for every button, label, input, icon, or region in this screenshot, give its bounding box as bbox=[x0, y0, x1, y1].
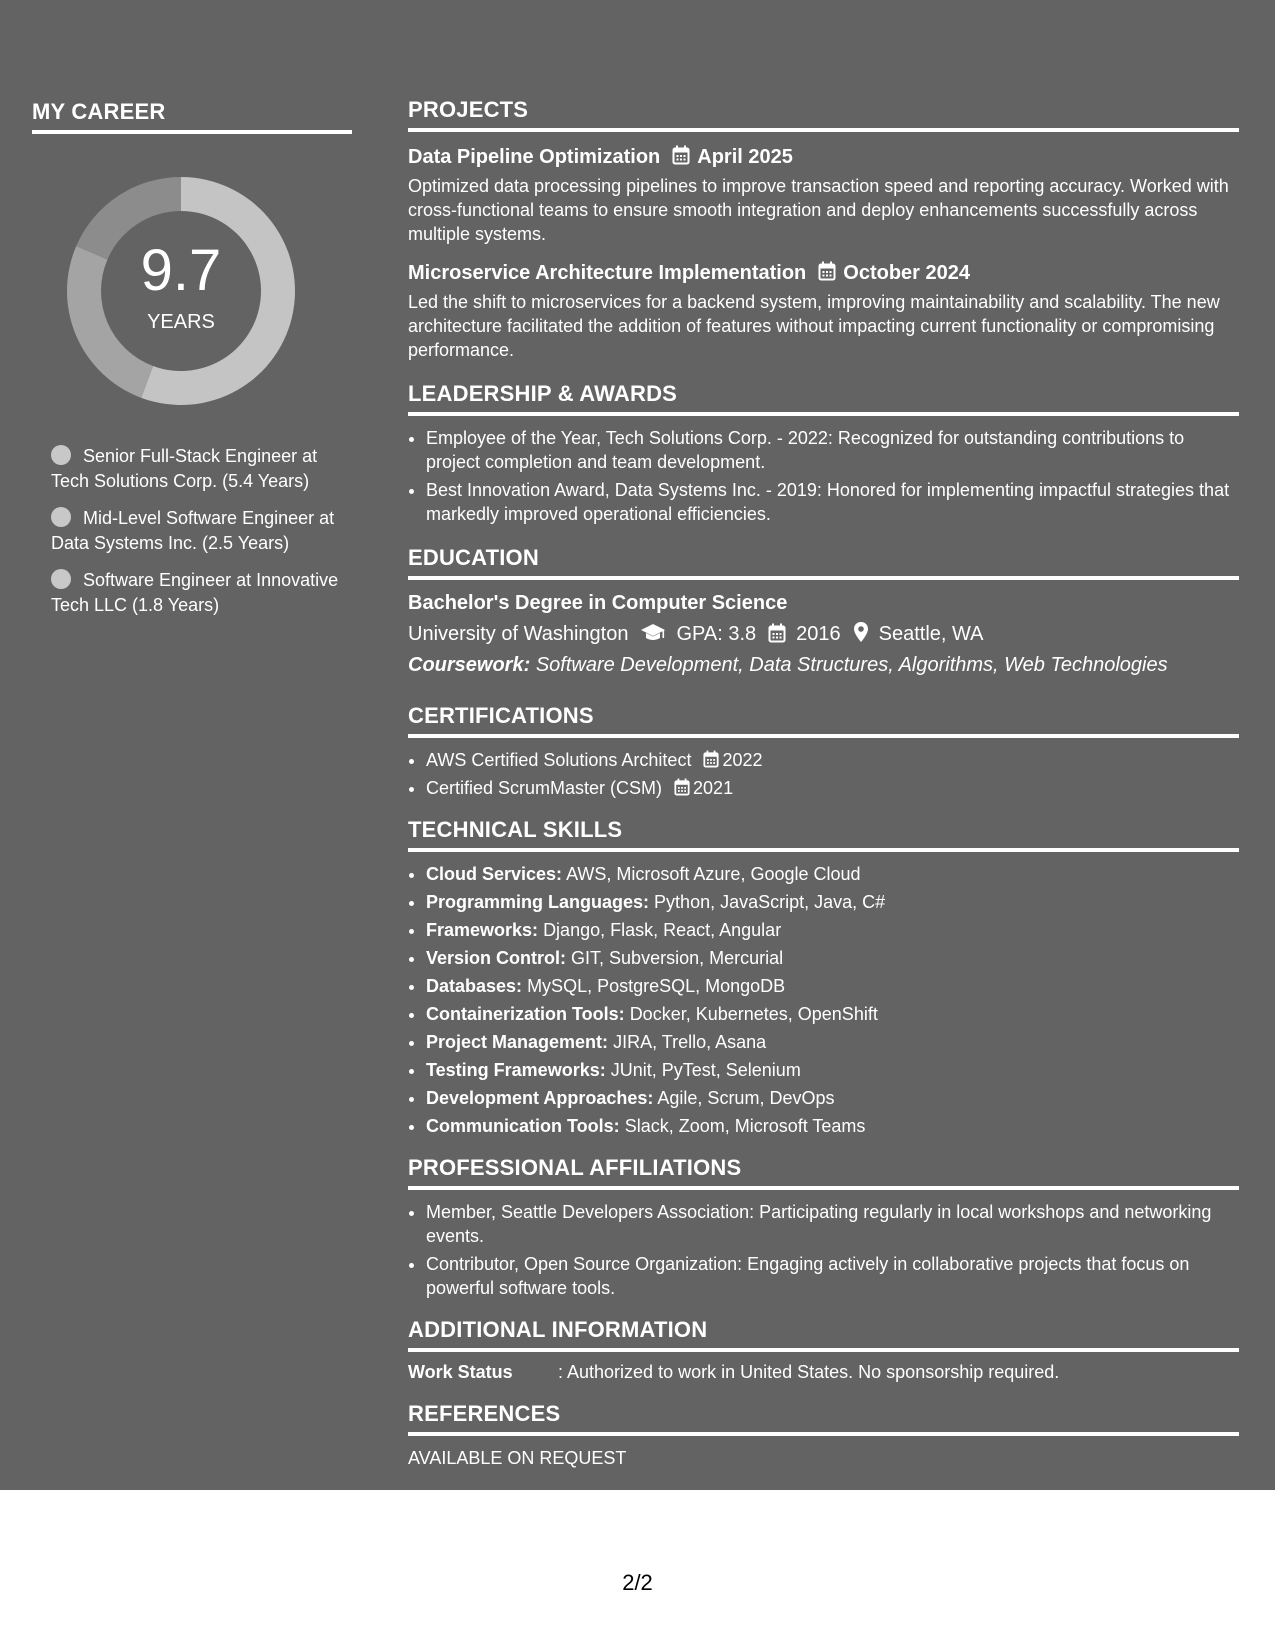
education-details bbox=[408, 621, 1239, 647]
leadership-rule bbox=[408, 412, 1239, 416]
list-item: • Project Management: JIRA, Trello, Asana bbox=[426, 1030, 1239, 1054]
career-title: MY CAREER bbox=[32, 99, 166, 124]
skills-list bbox=[426, 862, 1239, 1138]
career-donut-chart bbox=[66, 176, 296, 406]
list-item: • Databases: MySQL, PostgreSQL, MongoDB bbox=[426, 974, 1239, 998]
list-item: • Member, Seattle Developers Association: Participating regularly in local workshops and networking events. bbox=[426, 1200, 1239, 1248]
list-item: • Version Control: GIT, Subversion, Mercurial bbox=[426, 946, 1239, 970]
references-section bbox=[408, 1400, 1239, 1470]
leadership-title: LEADERSHIP & AWARDS bbox=[408, 381, 678, 406]
education-coursework bbox=[408, 652, 1239, 678]
career-total-unit: YEARS bbox=[147, 311, 215, 333]
list-item: • Communication Tools: Slack, Zoom, Microsoft Teams bbox=[426, 1114, 1239, 1138]
skills-title: TECHNICAL SKILLS bbox=[408, 817, 623, 842]
skills-rule bbox=[408, 848, 1239, 852]
education-section bbox=[408, 544, 1239, 678]
legend-dot-icon bbox=[51, 569, 71, 589]
affiliations-section bbox=[408, 1154, 1239, 1300]
projects-rule bbox=[408, 128, 1239, 132]
main-column bbox=[408, 96, 1239, 1470]
projects-section bbox=[408, 96, 1239, 362]
education-year: 2016 bbox=[796, 623, 841, 645]
skills-section bbox=[408, 816, 1239, 1138]
references-rule bbox=[408, 1432, 1239, 1436]
project-name: Microservice Architecture Implementation bbox=[408, 262, 807, 284]
list-item: • Best Innovation Award, Data Systems Inc. - 2019: Honored for implementing impactful strategies that markedly improved operational efficiencies. bbox=[426, 478, 1239, 526]
education-degree: Bachelor's Degree in Computer Science bbox=[408, 592, 788, 614]
list-item: • Programming Languages: Python, JavaScript, Java, C# bbox=[426, 890, 1239, 914]
education-school: University of Washington bbox=[408, 623, 629, 645]
list-item: • AWS Certified Solutions Architect 2022 bbox=[426, 748, 1239, 772]
calendar-icon bbox=[672, 145, 690, 165]
list-item: • Frameworks: Django, Flask, React, Angular bbox=[426, 918, 1239, 942]
career-legend-item: Software Engineer at Innovative Tech LLC (1.8 Years) bbox=[51, 570, 339, 615]
coursework-label: Coursework: bbox=[408, 654, 531, 676]
calendar-icon bbox=[703, 750, 719, 768]
education-gpa: GPA: 3.8 bbox=[676, 623, 757, 645]
coursework-value: Software Development, Data Structures, Algorithms, Web Technologies bbox=[535, 654, 1168, 676]
list-item: • Cloud Services: AWS, Microsoft Azure, Google Cloud bbox=[426, 862, 1239, 886]
certifications-list bbox=[426, 748, 1239, 800]
calendar-icon bbox=[818, 261, 836, 281]
project-date: April 2025 bbox=[697, 146, 793, 168]
affiliations-title: PROFESSIONAL AFFILIATIONS bbox=[408, 1155, 742, 1180]
page-number: 2/2 bbox=[622, 1570, 653, 1595]
list-item: • Testing Frameworks: JUnit, PyTest, Selenium bbox=[426, 1058, 1239, 1082]
references-title: REFERENCES bbox=[408, 1401, 561, 1426]
project-description: Optimized data processing pipelines to improve transaction speed and reporting accuracy. Worked with cross-functional teams to ensure smooth integration and deploy enhancements successfully across multiple systems. bbox=[408, 176, 1229, 244]
project-item bbox=[408, 144, 1239, 246]
certifications-title: CERTIFICATIONS bbox=[408, 703, 594, 728]
graduation-cap-icon bbox=[640, 623, 666, 643]
career-legend-item: Mid-Level Software Engineer at Data Systems Inc. (2.5 Years) bbox=[51, 508, 335, 553]
map-pin-icon bbox=[853, 621, 869, 643]
project-item bbox=[408, 260, 1239, 362]
calendar-icon bbox=[674, 778, 690, 796]
career-legend-item: Senior Full-Stack Engineer at Tech Solutions Corp. (5.4 Years) bbox=[51, 446, 318, 491]
additional-section bbox=[408, 1316, 1239, 1384]
project-name: Data Pipeline Optimization bbox=[408, 146, 661, 168]
certifications-section bbox=[408, 702, 1239, 800]
projects-title: PROJECTS bbox=[408, 97, 529, 122]
career-total-years: 9.7 bbox=[140, 238, 222, 303]
work-status-value: : Authorized to work in United States. No sponsorship required. bbox=[558, 1362, 1060, 1382]
list-item: • Development Approaches: Agile, Scrum, DevOps bbox=[426, 1086, 1239, 1110]
leadership-list bbox=[426, 426, 1239, 526]
list-item: • Employee of the Year, Tech Solutions Corp. - 2022: Recognized for outstanding contributions to project completion and team development. bbox=[426, 426, 1239, 474]
work-status-row bbox=[408, 1360, 1239, 1384]
list-item: • Containerization Tools: Docker, Kubernetes, OpenShift bbox=[426, 1002, 1239, 1026]
affiliations-rule bbox=[408, 1186, 1239, 1190]
education-location: Seattle, WA bbox=[878, 623, 984, 645]
career-column bbox=[32, 98, 352, 630]
education-rule bbox=[408, 576, 1239, 580]
calendar-icon bbox=[768, 623, 786, 643]
additional-rule bbox=[408, 1348, 1239, 1352]
legend-dot-icon bbox=[51, 445, 71, 465]
project-date: October 2024 bbox=[843, 262, 971, 284]
list-item: • Certified ScrumMaster (CSM) 2021 bbox=[426, 776, 1239, 800]
affiliations-list bbox=[426, 1200, 1239, 1300]
certifications-rule bbox=[408, 734, 1239, 738]
work-status-label: Work Status bbox=[408, 1362, 513, 1382]
career-title-rule bbox=[32, 130, 352, 134]
project-description: Led the shift to microservices for a backend system, improving maintainability and scalability. The new architecture facilitated the addition of features without impacting current functionality or compromising performance. bbox=[408, 292, 1220, 360]
leadership-section bbox=[408, 380, 1239, 526]
legend-dot-icon bbox=[51, 507, 71, 527]
references-text: AVAILABLE ON REQUEST bbox=[408, 1448, 627, 1468]
list-item: • Contributor, Open Source Organization: Engaging actively in collaborative projects that focus on powerful software tools. bbox=[426, 1252, 1239, 1300]
career-legend bbox=[51, 444, 341, 618]
additional-title: ADDITIONAL INFORMATION bbox=[408, 1317, 708, 1342]
education-title: EDUCATION bbox=[408, 545, 539, 570]
